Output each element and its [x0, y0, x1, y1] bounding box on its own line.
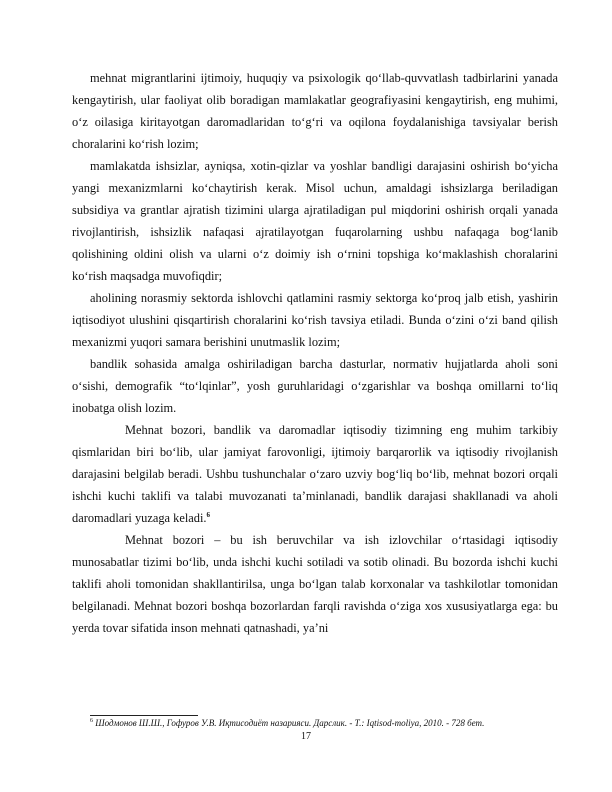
page-number: 17	[301, 731, 311, 742]
paragraph-labor-market-components	[72, 419, 558, 529]
paragraph-employment-programs: bandlik sohasida amalga oshiriladigan barcha dasturlar, normativ hujjatlarda aholi soni o‘sishi, demografik “to‘lqinlar”, yosh guruhlaridagi o‘zgarishlar va boshqa omillarni to‘liq inobatga olish lozim.	[72, 357, 558, 415]
footnote-reference[interactable]: 6	[206, 510, 211, 519]
footnote-marker: 6	[90, 718, 93, 724]
footnote-text: Шодмонов Ш.Ш., Гофуров У.В. Иқтисодиёт назарияси. Дарслик. - Т.: Iqtisod-moliya, 2010. - 728 бет.	[95, 718, 485, 728]
paragraph-text: Mehnat bozori, bandlik va daromadlar iqtisodiy tizimning eng muhim tarkibiy qismlaridan biri bo‘lib, ular jamiyat farovonligi, ijtimoiy barqarorlik va iqtisodiy rivojlanish darajasini belgilab beradi. Ushbu tushunchalar o‘zaro uzviy bog‘liq bo‘lib, mehnat bozori orqali ishchi kuchi taklifi va talabi muvozanati ta’minlanadi, bandlik darajasi shakllanadi va aholi daromadlari yuzaga keladi.	[72, 423, 558, 525]
paragraph-unemployment-mechanisms: mamlakatda ishsizlar, ayniqsa, xotin-qizlar va yoshlar bandligi darajasini oshirish bo‘yicha yangi mexanizmlarni ko‘chaytirish kerak. Misol uchun, amaldagi ishsizlarga beriladigan subsidiya va grantlar ajratish tizimini ularga ajratiladigan pul miqdorini oshirish orqali yanada rivojlantirish, ishsizlik nafaqasi ajratilayotgan fuqarolarning ushbu nafaqaga bog‘lanib qolishining oldini olish va ularni o‘z doimiy ish o‘rnini topshiga ko‘maklashish choralarini ko‘rish maqsadga muvofiqdir;	[72, 159, 558, 283]
paragraph-labor-market-definition: Mehnat bozori – bu ish beruvchilar va ish izlovchilar o‘rtasidagi iqtisodiy munosabatlar tizimi bo‘lib, unda ishchi kuchi sotiladi va sotib olinadi. Bu bozorda ishchi kuchi taklifi aholi tomonidan shakllantirilsa, unga bo‘lgan talab korxonalar va tashkilotlar tomonidan belgilanadi. Mehnat bozori boshqa bozorlardan farqli ravishda o‘ziga xos xususiyatlarga ega: bu yerda tovar sifatida inson mehnati qatnashadi, ya’ni	[72, 533, 558, 635]
footnote-separator	[90, 715, 198, 716]
paragraph-informal-sector: aholining norasmiy sektorda ishlovchi qatlamini rasmiy sektorga ko‘proq jalb etish, yashirin iqtisodiyot ulushini qisqartirish choralarini ko‘rish tavsiya etiladi. Bunda o‘zini o‘zi band qilish mexanizmi yuqori samara berishini unutmaslik lozim;	[72, 291, 558, 349]
paragraph-migrant-support: mehnat migrantlarini ijtimoiy, huquqiy va psixologik qo‘llab-quvvatlash tadbirlarini yanada kengaytirish, ular faoliyat olib boradigan mamlakatlar geografiyasini kengaytirish, eng muhimi, o‘z oilasiga kiritayotgan daromadlaridan to‘g‘ri va oqilona foydalanishiga tavsiyalar berish choralarini ko‘rish lozim;	[72, 71, 558, 151]
footnote	[90, 718, 560, 729]
body-text	[72, 67, 558, 639]
